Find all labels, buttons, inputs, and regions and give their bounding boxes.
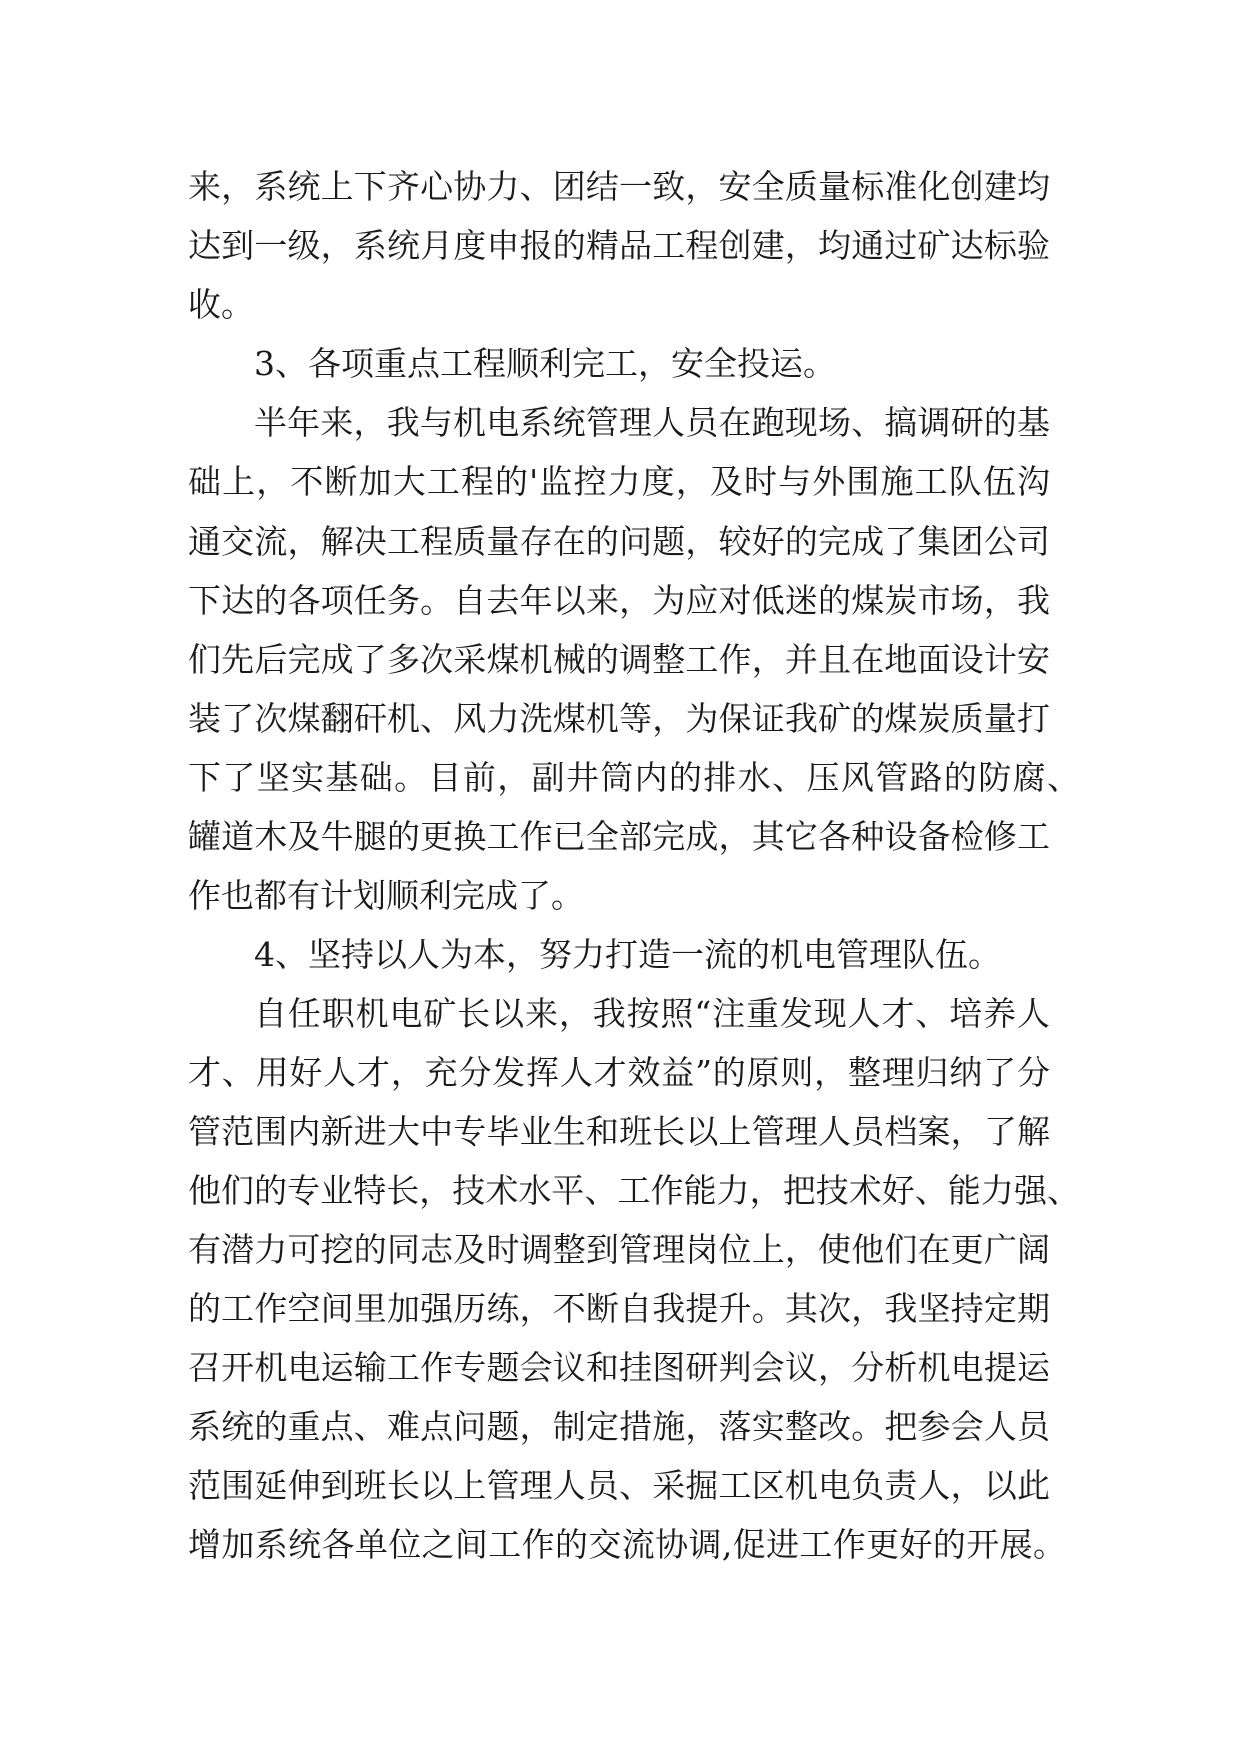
text-line: 范围延伸到班长以上管理人员、采掘工区机电负责人，以此 xyxy=(188,1466,1050,1505)
text-line: 下达的各项任务。自去年以来，为应对低迷的煤炭市场，我 xyxy=(188,581,1050,620)
text-line: 达到一级，系统月度申报的精品工程创建，均通过矿达标验 xyxy=(188,226,1050,265)
text-line: 罐道木及牛腿的更换工作已全部完成，其它各种设备检修工 xyxy=(188,817,1050,856)
text-line: 自任职机电矿长以来，我按照“注重发现人才、培养人 xyxy=(254,994,1050,1033)
text-line: 通交流，解决工程质量存在的问题，较好的完成了集团公司 xyxy=(188,522,1050,561)
text-line: 装了次煤翻矸机、风力洗煤机等，为保证我矿的煤炭质量打 xyxy=(188,699,1050,738)
text-line: 作也都有计划顺利完成了。 xyxy=(188,876,584,915)
text-line: 才、用好人才，充分发挥人才效益”的原则，整理归纳了分 xyxy=(188,1053,1050,1092)
section-heading-4: 4、坚持以人为本，努力打造一流的机电管理队伍。 xyxy=(254,935,1001,974)
text-line: 管范围内新进大中专毕业生和班长以上管理人员档案，了解 xyxy=(188,1112,1050,1151)
text-line: 系统的重点、难点问题，制定措施，落实整改。把参会人员 xyxy=(188,1407,1050,1446)
text-line: 们先后完成了多次采煤机械的调整工作，并且在地面设计安 xyxy=(188,640,1050,679)
text-line: 础上，不断加大工程的'监控力度，及时与外围施工队伍沟 xyxy=(188,462,1050,501)
text-line: 有潜力可挖的同志及时调整到管理岗位上，使他们在更广阔 xyxy=(188,1230,1050,1269)
text-line: 收。 xyxy=(188,285,254,324)
text-line: 来，系统上下齐心协力、团结一致，安全质量标准化创建均 xyxy=(188,167,1050,206)
text-line: 增加系统各单位之间工作的交流协调,促进工作更好的开展。 xyxy=(188,1525,1066,1564)
text-line: 召开机电运输工作专题会议和挂图研判会议，分析机电提运 xyxy=(188,1348,1050,1387)
text-line: 下了坚实基础。目前，副井筒内的排水、压风管路的防腐、 xyxy=(188,758,1080,797)
text-line: 的工作空间里加强历练，不断自我提升。其次，我坚持定期 xyxy=(188,1289,1050,1328)
section-heading-3: 3、各项重点工程顺利完工，安全投运。 xyxy=(254,344,836,383)
text-line: 半年来，我与机电系统管理人员在跑现场、搞调研的基 xyxy=(254,403,1050,442)
text-line: 他们的专业特长，技术水平、工作能力，把技术好、能力强、 xyxy=(188,1171,1080,1210)
